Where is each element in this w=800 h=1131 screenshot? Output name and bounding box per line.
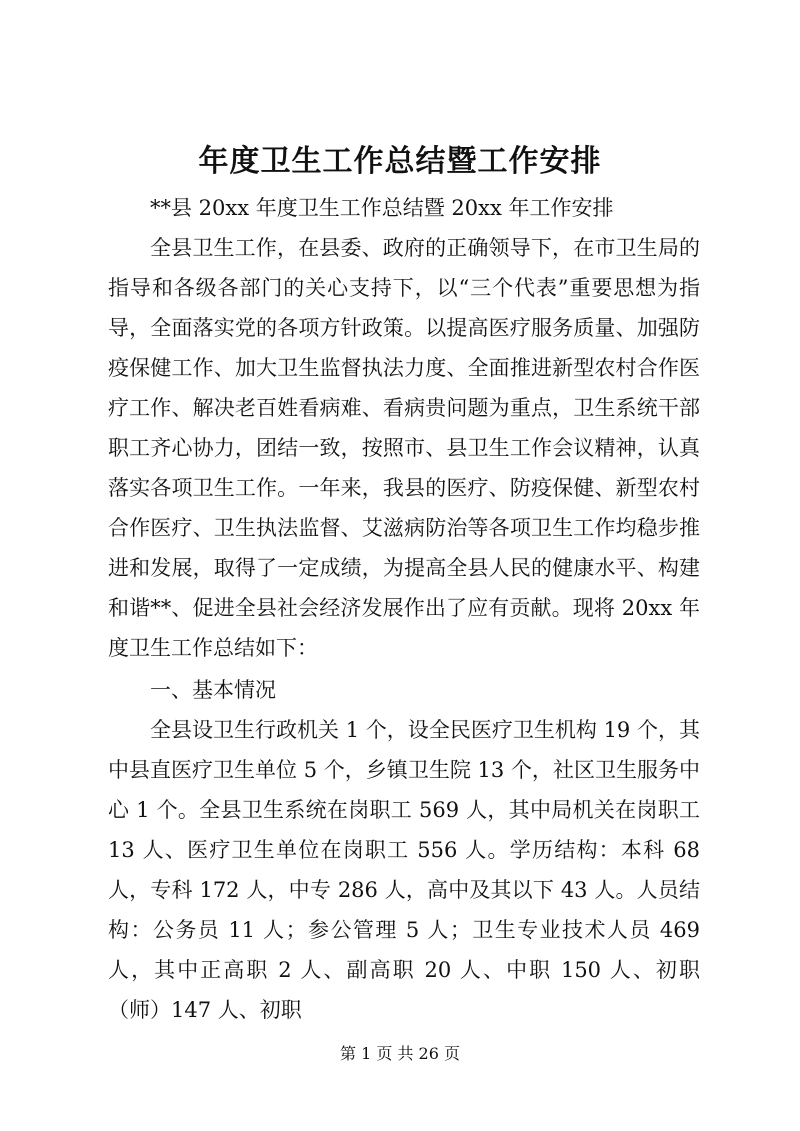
document-title: 年度卫生工作总结暨工作安排 <box>198 144 602 179</box>
basic-situation-paragraph: 全县设卫生行政机关 1 个，设全民医疗卫生机构 19 个，其中县直医疗卫生单位 5 个，乡镇卫生院 13 个，社区卫生服务中心 1 个。全县卫生系统在岗职工 569 人，其中局机关在岗职工 13 人、医疗卫生单位在岗职工 556 人。学历结构：本科 68 人，专科 172 人，中专 286 人，高中及其以下 43 人。人员结构：公务员 11 人；参公管理 5 人；卫生专业技术人员 469 人，其中正高职 2 人、副高职 20 人、中职 150 人、初职（师）147 人、初职 <box>108 718 700 1022</box>
intro-paragraph: 全县卫生工作，在县委、政府的正确领导下，在市卫生局的指导和各级各部门的关心支持下，以“三个代表”重要思想为指导，全面落实党的各项方针政策。以提高医疗服务质量、加强防疫保健工作、加大卫生监督执法力度、全面推进新型农村合作医疗工作、解决老百姓看病难、看病贵问题为重点，卫生系统干部职工齐心协力，团结一致，按照市、县卫生工作会议精神，认真落实各项卫生工作。一年来，我县的医疗、防疫保健、新型农村合作医疗、卫生执法监督、艾滋病防治等各项卫生工作均稳步推进和发展，取得了一定成绩，为提高全县人民的健康水平、构建和谐**、促进全县社会经济发展作出了应有贡献。现将 20xx 年度卫生工作总结如下： <box>108 236 700 660</box>
section-heading-basic-situation: 一、基本情况 <box>150 678 276 702</box>
page-number-footer: 第 1 页 共 26 页 <box>340 1044 460 1063</box>
document-subtitle: **县 20xx 年度卫生工作总结暨 20xx 年工作安排 <box>150 196 614 220</box>
